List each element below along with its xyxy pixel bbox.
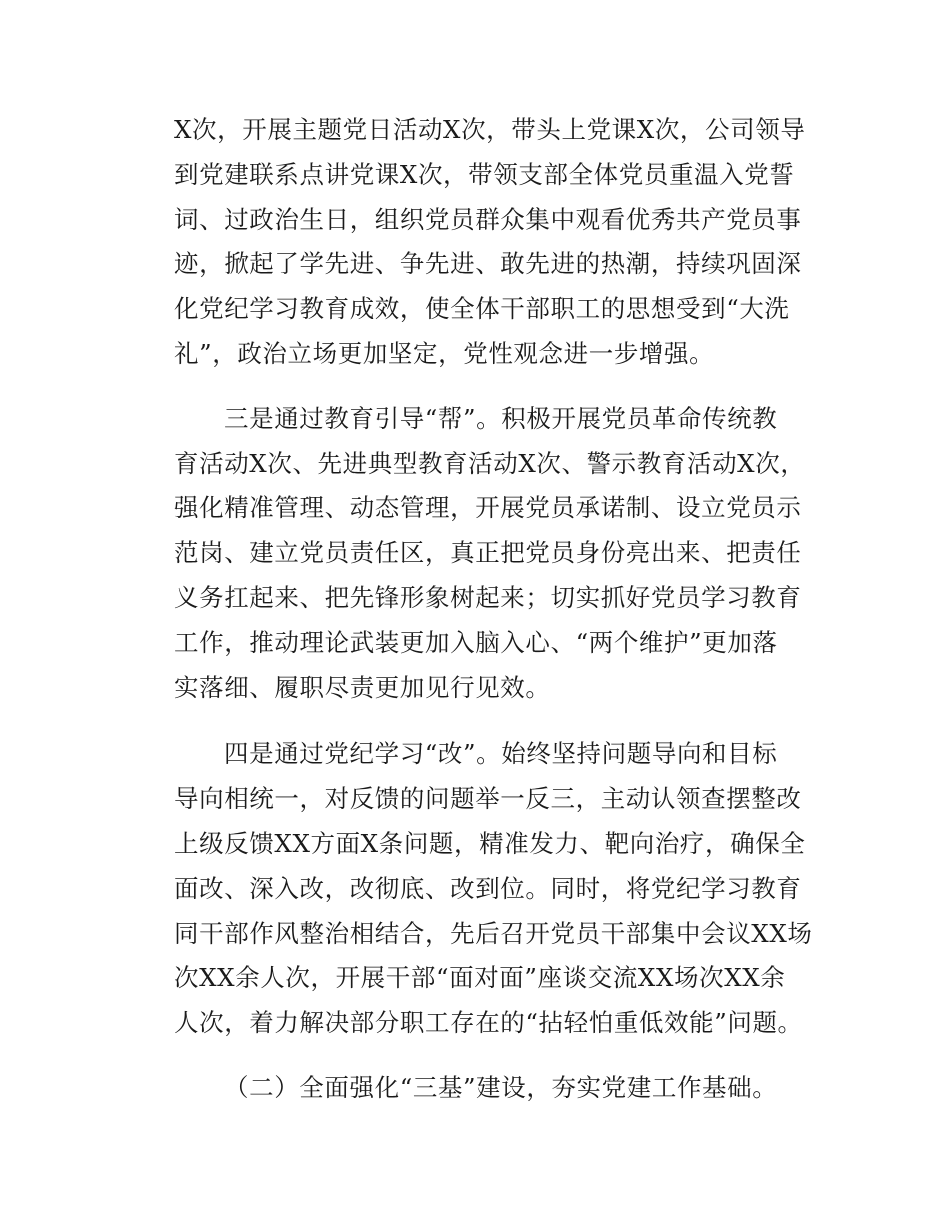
text-line: 面改、深入改，改彻底、改到位。同时，将党纪学习教育 [174,873,802,903]
section-heading-text: （二）全面强化“三基”建设，夯实党建工作基础。 [224,1072,778,1102]
text-line: 强化精准管理、动态管理，开展党员承诺制、设立党员示 [174,493,802,523]
text-line: 礼”，政治立场更加坚定，党性观念进一步增强。 [174,338,715,368]
text-line: 化党纪学习教育成效，使全体干部职工的思想受到“大洗 [174,294,790,324]
text-line: 人次，着力解决部分职工存在的“拈轻怕重低效能”问题。 [174,1008,803,1038]
text-line: X次，开展主题党日活动X次，带头上党课X次，公司领导 [174,115,806,144]
text-line: 实落细、履职尽责更加见行见效。 [174,672,551,702]
text-line: 词、过政治生日，组织党员群众集中观看优秀共产党员事 [174,204,802,234]
text-line: 工作，推动理论武装更加入脑入心、“两个维护”更加落 [174,627,778,657]
text-line: 上级反馈XX方面X条问题，精准发力、靶向治疗，确保全 [174,828,806,858]
text-line: 四是通过党纪学习“改”。始终坚持问题导向和目标 [224,739,778,769]
text-line: 到党建联系点讲党课X次，带领支部全体党员重温入党誓 [174,159,795,189]
text-line: 范岗、建立党员责任区，真正把党员身份亮出来、把责任 [174,538,802,568]
text-line: 三是通过教育引导“帮”。积极开展党员革命传统教 [224,403,778,433]
paragraph-three [174,397,814,711]
section-heading [174,1066,814,1111]
text-line: 义务扛起来、把先锋形象树起来；切实抓好党员学习教育 [174,582,802,612]
text-line: 迹，掀起了学先进、争先进、敢先进的热潮，持续巩固深 [174,249,802,279]
paragraph-continuation [174,108,814,377]
body-text [174,108,814,1111]
text-line: 同干部作风整治相结合，先后召开党员干部集中会议XX场 [174,918,813,948]
paragraph-four [174,732,814,1046]
text-line: 育活动X次、先进典型教育活动X次、警示教育活动X次， [174,448,806,478]
text-line: 导向相统一，对反馈的问题举一反三，主动认领查摆整改 [174,784,802,814]
text-line: 次XX余人次，开展干部“面对面”座谈交流XX场次XX余 [174,963,786,993]
